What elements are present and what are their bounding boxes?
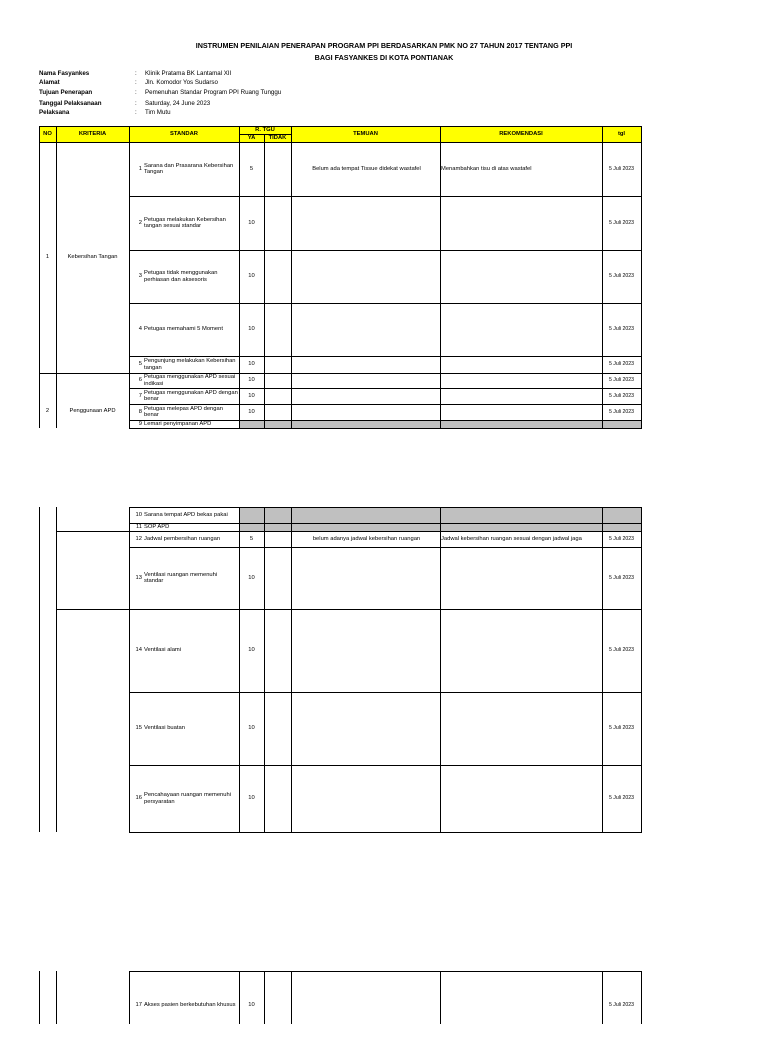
temuan-cell <box>293 404 440 420</box>
standar-cell: Petugas melakukan Kebersihan tangan sesuai standar <box>144 216 226 229</box>
tidak-cell <box>264 507 291 523</box>
info-label: Tanggal Pelaksanaan <box>39 100 102 107</box>
grid-line <box>39 971 40 1024</box>
tidak-cell <box>264 356 291 373</box>
temuan-cell <box>293 507 440 523</box>
grid-line <box>129 832 642 833</box>
grid-line <box>641 507 642 833</box>
standar-cell: Ventilasi ruangan memenuhi standar <box>144 571 218 584</box>
header-tidak: TIDAK <box>264 134 291 142</box>
tidak-cell <box>264 373 291 388</box>
tidak-cell <box>264 303 291 356</box>
row-number: 5 <box>138 361 142 368</box>
grid-line <box>39 507 40 832</box>
tidak-cell <box>264 523 291 531</box>
ya-cell: 10 <box>248 219 255 226</box>
tgl-cell: 5 Juli 2023 <box>608 377 635 384</box>
standar-cell: Petugas menggunakan APD sesuai indikasi <box>144 374 236 387</box>
temuan-cell <box>293 523 440 531</box>
tidak-cell <box>264 142 291 196</box>
info-label: Pelaksana <box>39 109 70 116</box>
temuan-cell <box>293 971 440 1040</box>
rekomendasi-cell <box>441 765 602 832</box>
grid-line <box>291 142 292 428</box>
tgl-cell: 5 Juli 2023 <box>608 165 635 172</box>
ya-cell: 10 <box>248 392 255 399</box>
tidak-cell <box>264 196 291 250</box>
rekomendasi-cell <box>441 196 602 250</box>
row-number: 2 <box>138 219 142 226</box>
rekomendasi-cell <box>441 971 602 1040</box>
temuan-cell <box>293 692 440 765</box>
temuan-cell: belum adanya jadwal kebersihan ruangan <box>312 535 421 542</box>
grid-line <box>56 507 57 832</box>
info-colon: : <box>135 100 137 107</box>
ya-cell: 10 <box>248 647 255 654</box>
temuan-cell: Belum ada tempat Tissue didekat wastafel <box>312 165 421 172</box>
criteria-number: 1 <box>45 254 50 261</box>
tgl-cell: 5 Juli 2023 <box>608 361 635 368</box>
temuan-cell <box>293 765 440 832</box>
tidak-cell <box>264 692 291 765</box>
rekomendasi-cell <box>441 420 602 428</box>
grid-line <box>641 126 642 142</box>
document-title-line2: BAGI FASYANKES DI KOTA PONTIANAK <box>314 53 454 62</box>
info-value: Pemenuhan Standar Program PPI Ruang Tunggu <box>145 89 282 96</box>
grid-line <box>291 971 292 1024</box>
tgl-cell: 5 Juli 2023 <box>608 326 635 333</box>
ya-cell: 10 <box>248 361 255 368</box>
standar-cell: Ventilasi alami <box>144 647 182 654</box>
standar-cell: Petugas melepas APD dengan benar <box>144 405 223 418</box>
ya-cell: 10 <box>248 377 255 384</box>
info-value: Tim Mutu <box>145 109 171 116</box>
temuan-cell <box>293 388 440 404</box>
tgl-cell: 5 Juli 2023 <box>608 219 635 226</box>
rekomendasi-cell <box>441 303 602 356</box>
ya-cell: 10 <box>248 326 255 333</box>
ya-cell <box>239 507 264 523</box>
header-standar: STANDAR <box>129 126 239 142</box>
header-kriteria: KRITERIA <box>56 126 129 142</box>
temuan-cell <box>293 303 440 356</box>
standar-cell: Jadwal pembersihan ruangan <box>144 535 221 542</box>
tgl-cell: 5 Juli 2023 <box>608 273 635 280</box>
standar-cell: Akses pasien berkebutuhan khusus <box>144 1002 236 1009</box>
rekomendasi-cell <box>441 523 602 531</box>
row-number: 7 <box>138 392 142 399</box>
tgl-cell: 5 Juli 2023 <box>608 535 635 542</box>
row-number: 3 <box>138 273 142 280</box>
standar-cell: Ventilasi buatan <box>144 725 185 732</box>
tgl-cell <box>602 420 641 428</box>
header-tgl: tgl <box>602 126 641 142</box>
temuan-cell <box>293 356 440 373</box>
tgl-cell: 5 Juli 2023 <box>608 408 635 415</box>
tidak-cell <box>264 531 291 547</box>
temuan-cell <box>293 547 440 609</box>
ya-cell: 10 <box>248 408 255 415</box>
header-rekomendasi: REKOMENDASI <box>440 126 602 142</box>
row-number: 11 <box>135 523 142 530</box>
standar-cell: Petugas memahami 5 Moment <box>144 326 223 333</box>
row-number: 17 <box>135 1002 142 1009</box>
ya-cell: 10 <box>248 795 255 802</box>
info-colon: : <box>135 79 137 86</box>
grid-line <box>291 507 292 833</box>
document-title-line1: INSTRUMEN PENILAIAN PENERAPAN PROGRAM PPI BERDASARKAN PMK NO 27 TAHUN 2017 TENTANG PPI <box>195 41 573 50</box>
row-number: 6 <box>138 377 142 384</box>
info-colon: : <box>135 89 137 96</box>
rekomendasi-cell <box>441 507 602 523</box>
standar-cell: Sarana dan Prasarana Kebersihan Tangan <box>144 162 234 175</box>
grid-line <box>56 971 57 1024</box>
info-value: Jln. Komodor Yos Sudarso <box>145 79 218 86</box>
tgl-cell: 5 Juli 2023 <box>608 795 635 802</box>
row-number: 4 <box>138 326 142 333</box>
ya-cell: 10 <box>248 725 255 732</box>
tidak-cell <box>264 765 291 832</box>
temuan-cell <box>293 420 440 428</box>
tidak-cell <box>264 609 291 692</box>
rekomendasi-cell <box>441 609 602 692</box>
header-no: NO <box>39 126 56 142</box>
rekomendasi-cell: Jadwal kebersihan ruangan sesuai dengan jadwal jaga <box>441 535 582 542</box>
ya-cell: 10 <box>248 1002 255 1009</box>
tidak-cell <box>264 250 291 303</box>
grid-line <box>602 126 603 142</box>
row-number: 8 <box>138 408 142 415</box>
grid-line <box>239 134 291 135</box>
temuan-cell <box>293 196 440 250</box>
row-number: 13 <box>135 574 142 581</box>
rekomendasi-cell <box>441 547 602 609</box>
temuan-cell <box>293 609 440 692</box>
row-number: 12 <box>135 535 142 542</box>
row-number: 15 <box>135 725 142 732</box>
tgl-cell: 5 Juli 2023 <box>608 725 635 732</box>
ya-cell <box>239 420 264 428</box>
tgl-cell: 5 Juli 2023 <box>608 392 635 399</box>
grid-line <box>264 134 265 142</box>
row-number: 14 <box>135 647 142 654</box>
info-label: Tujuan Penerapan <box>39 89 93 96</box>
rekomendasi-cell <box>441 388 602 404</box>
tgl-cell: 5 Juli 2023 <box>608 647 635 654</box>
rekomendasi-cell <box>441 356 602 373</box>
rekomendasi-cell: Menambahkan tisu di atas wastafel <box>441 165 532 172</box>
tidak-cell <box>264 404 291 420</box>
info-colon: : <box>135 70 137 77</box>
criteria-number: 2 <box>45 407 50 414</box>
tidak-cell <box>264 971 291 1040</box>
rekomendasi-cell <box>441 250 602 303</box>
tgl-cell <box>602 507 641 523</box>
ya-cell <box>239 523 264 531</box>
info-label: Alamat <box>39 79 60 86</box>
standar-cell: Pengunjung melakukan Kebersihan tangan <box>144 358 236 371</box>
grid-line <box>129 126 130 142</box>
info-value: Klinik Pratama BK Lantamal XII <box>145 70 232 77</box>
tidak-cell <box>264 420 291 428</box>
row-number: 9 <box>138 420 142 427</box>
temuan-cell <box>293 250 440 303</box>
ya-cell: 10 <box>248 574 255 581</box>
standar-cell: Petugas tidak menggunakan perhiasan dan aksesoris <box>144 270 218 283</box>
row-number: 10 <box>135 511 142 518</box>
ya-cell: 10 <box>248 273 255 280</box>
temuan-cell <box>293 373 440 388</box>
tgl-cell: 5 Juli 2023 <box>608 1002 635 1009</box>
rekomendasi-cell <box>441 404 602 420</box>
tgl-cell <box>602 523 641 531</box>
tidak-cell <box>264 388 291 404</box>
grid-line <box>129 428 642 429</box>
header-temuan: TEMUAN <box>291 126 440 142</box>
criteria-name: Kebersihan Tangan <box>67 254 118 261</box>
grid-line <box>440 126 441 142</box>
tidak-cell <box>264 547 291 609</box>
grid-line <box>291 126 292 142</box>
standar-cell: Pencahayaan ruangan memenuhi persyaratan <box>144 792 232 805</box>
info-label: Nama Fasyankes <box>39 70 90 77</box>
grid-line <box>56 126 57 142</box>
ya-cell: 5 <box>249 165 254 172</box>
standar-cell: Sarana tempat APD bekas pakai <box>144 511 228 518</box>
tgl-cell: 5 Juli 2023 <box>608 574 635 581</box>
rekomendasi-cell <box>441 692 602 765</box>
grid-line <box>641 142 642 428</box>
row-number: 1 <box>138 165 142 172</box>
grid-line <box>39 126 40 142</box>
standar-cell: SOP APD <box>144 523 170 530</box>
criteria-name: Penggunaan APD <box>69 407 116 414</box>
grid-line <box>56 609 129 610</box>
header-ya: YA <box>239 134 264 142</box>
info-value: Saturday, 24 June 2023 <box>145 100 211 107</box>
standar-cell: Petugas menggunakan APD dengan benar <box>144 389 238 402</box>
header-r-tgu: R. TGU <box>239 126 291 134</box>
ya-cell: 5 <box>249 535 254 542</box>
rekomendasi-cell <box>441 373 602 388</box>
info-colon: : <box>135 109 137 116</box>
row-number: 16 <box>135 795 142 802</box>
standar-cell: Lemari penyimpanan APD <box>144 420 212 427</box>
grid-line <box>641 971 642 1024</box>
